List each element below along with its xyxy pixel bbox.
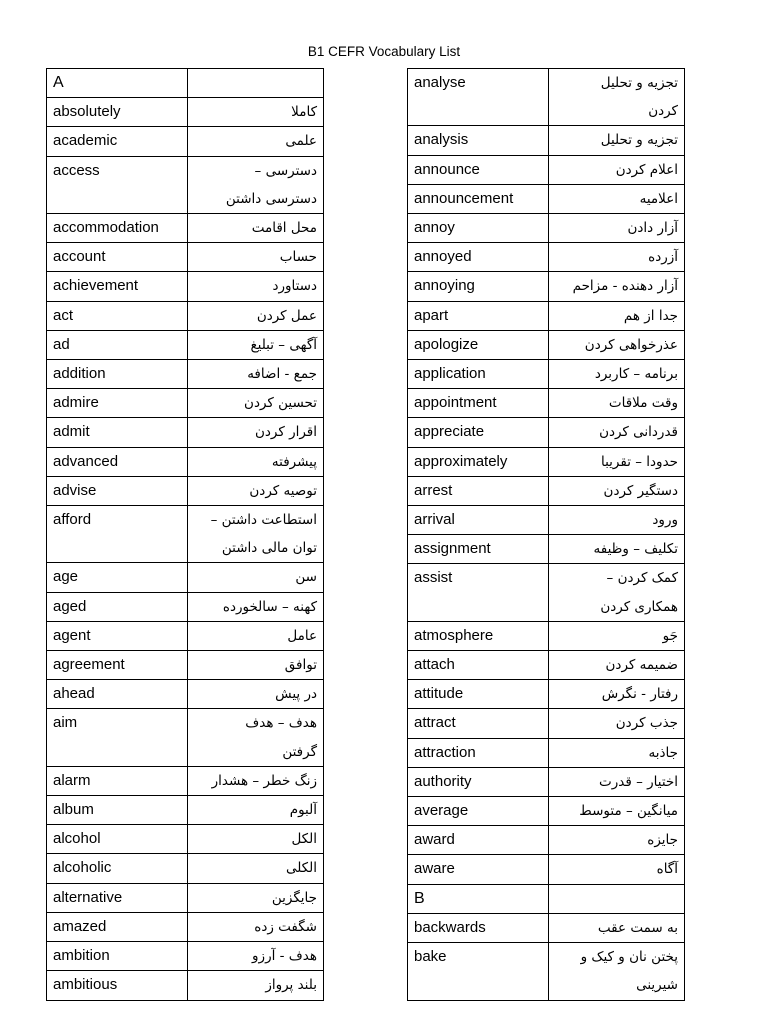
vocabulary-row [47, 418, 324, 447]
english-word: apologize [408, 330, 549, 359]
persian-translation [549, 709, 685, 738]
english-word: amazed [47, 912, 188, 941]
vocabulary-row [408, 214, 685, 243]
english-word: alcoholic [47, 854, 188, 883]
vocabulary-row [47, 214, 324, 243]
persian-translation [549, 155, 685, 184]
persian-translation [549, 797, 685, 826]
translation-line: شگفت زده [254, 918, 317, 935]
translation-line: اعلام کردن [615, 161, 678, 178]
english-word: analysis [408, 126, 549, 155]
translation-line: کمک کردن – [606, 570, 678, 587]
persian-translation [549, 506, 685, 535]
translation-line: پختن نان و کیک و [580, 949, 678, 966]
persian-translation [549, 243, 685, 272]
translation-line: حساب [279, 249, 317, 266]
english-word: act [47, 301, 188, 330]
vocabulary-row [47, 854, 324, 883]
english-word: analyse [408, 69, 549, 126]
persian-translation [549, 184, 685, 213]
persian-translation [188, 243, 324, 272]
vocabulary-row [408, 360, 685, 389]
persian-translation [188, 127, 324, 156]
translation-line: دستاورد [272, 278, 317, 295]
english-word: appointment [408, 389, 549, 418]
vocabulary-row [408, 913, 685, 942]
persian-translation [188, 766, 324, 795]
persian-translation [188, 272, 324, 301]
english-word: access [47, 156, 188, 213]
translation-line: آگهی – تبلیغ [250, 336, 317, 353]
english-word: attach [408, 651, 549, 680]
translation-line: وقت ملاقات [608, 395, 678, 412]
translation-line: جمع - اضافه [247, 366, 317, 383]
english-word: authority [408, 767, 549, 796]
vocabulary-row [47, 796, 324, 825]
persian-translation [549, 126, 685, 155]
section-letter: B [408, 884, 549, 913]
persian-translation [549, 767, 685, 796]
vocabulary-row [47, 156, 324, 213]
persian-translation [549, 535, 685, 564]
english-word: annoy [408, 214, 549, 243]
english-word: account [47, 243, 188, 272]
translation-line: کردن [648, 103, 678, 120]
vocabulary-row [408, 506, 685, 535]
translation-line: برنامه – کاربرد [594, 366, 678, 383]
persian-translation [549, 69, 685, 126]
translation-line: تحسین کردن [244, 395, 317, 412]
translation-line: زنگ خطر – هشدار [211, 772, 317, 789]
translation-line: جدا از هم [623, 307, 678, 324]
english-word: application [408, 360, 549, 389]
persian-translation [188, 825, 324, 854]
persian-translation [549, 360, 685, 389]
translation-line: عذرخواهی کردن [584, 336, 678, 353]
vocabulary-row [408, 738, 685, 767]
english-word: ad [47, 330, 188, 359]
persian-translation [188, 651, 324, 680]
translation-line: دسترسی – [254, 162, 317, 179]
persian-translation [188, 912, 324, 941]
vocabulary-table-right [407, 68, 685, 1001]
vocabulary-row [408, 826, 685, 855]
english-word: appreciate [408, 418, 549, 447]
translation-line: اقرار کردن [254, 424, 317, 441]
vocabulary-row [47, 506, 324, 563]
translation-line: علمی [285, 133, 317, 150]
english-word: attraction [408, 738, 549, 767]
vocabulary-row [47, 476, 324, 505]
english-word: alcohol [47, 825, 188, 854]
persian-translation [188, 796, 324, 825]
vocabulary-row [408, 709, 685, 738]
english-word: absolutely [47, 98, 188, 127]
translation-line: جایگزین [271, 889, 317, 906]
translation-line: در پیش [275, 686, 317, 703]
persian-translation [188, 330, 324, 359]
persian-translation [549, 621, 685, 650]
vocabulary-row [47, 883, 324, 912]
persian-translation [188, 680, 324, 709]
persian-translation [549, 564, 685, 621]
translation-line: حدودا – تقریبا [600, 453, 678, 470]
translation-line: محل اقامت [251, 220, 317, 237]
english-word: annoying [408, 272, 549, 301]
persian-translation [188, 854, 324, 883]
english-word: assignment [408, 535, 549, 564]
section-header-row [408, 884, 685, 913]
vocabulary-row [47, 127, 324, 156]
persian-translation [188, 156, 324, 213]
translation-line: آلبوم [289, 802, 317, 819]
vocabulary-row [47, 825, 324, 854]
translation-line: همکاری کردن [600, 598, 678, 615]
vocabulary-row [408, 476, 685, 505]
translation-line: گرفتن [282, 743, 317, 760]
persian-translation [188, 389, 324, 418]
vocabulary-row [47, 272, 324, 301]
english-word: award [408, 826, 549, 855]
translation-line: تجزیه و تحلیل [600, 75, 678, 91]
vocabulary-row [408, 651, 685, 680]
persian-translation [549, 826, 685, 855]
vocabulary-row [47, 971, 324, 1000]
english-word: agent [47, 621, 188, 650]
translation-line: هدف – هدف [245, 715, 317, 732]
vocabulary-row [408, 943, 685, 1000]
vocabulary-row [408, 855, 685, 884]
translation-line: توصیه کردن [249, 482, 317, 499]
persian-translation [549, 418, 685, 447]
persian-translation [549, 680, 685, 709]
translation-line: کهنه – سالخورده [222, 598, 317, 615]
english-word: ahead [47, 680, 188, 709]
translation-line: پیشرفته [271, 453, 317, 470]
persian-translation [549, 272, 685, 301]
translation-line: رفتار - نگرش [601, 686, 678, 703]
english-word: ambition [47, 942, 188, 971]
english-word: advanced [47, 447, 188, 476]
persian-translation [549, 330, 685, 359]
vocabulary-row [47, 301, 324, 330]
translation-line: توافق [284, 657, 317, 674]
persian-translation [188, 563, 324, 592]
persian-translation [188, 98, 324, 127]
vocabulary-row [47, 621, 324, 650]
translation-line: بلند پرواز [265, 977, 317, 994]
persian-translation [188, 506, 324, 563]
vocabulary-row [47, 766, 324, 795]
vocabulary-row [408, 155, 685, 184]
translation-line: عامل [287, 627, 317, 644]
english-word: agreement [47, 651, 188, 680]
persian-translation [549, 214, 685, 243]
translation-line: جذب کردن [615, 715, 678, 732]
persian-translation [549, 651, 685, 680]
vocabulary-row [47, 709, 324, 766]
vocabulary-row [408, 797, 685, 826]
english-word: backwards [408, 913, 549, 942]
translation-line: آزرده [648, 249, 678, 266]
english-word: announce [408, 155, 549, 184]
persian-translation [549, 389, 685, 418]
vocabulary-row [47, 389, 324, 418]
english-word: accommodation [47, 214, 188, 243]
persian-translation [188, 69, 324, 98]
vocabulary-row [47, 243, 324, 272]
translation-line: جَو [662, 627, 678, 644]
persian-translation [549, 476, 685, 505]
english-word: academic [47, 127, 188, 156]
vocabulary-row [408, 418, 685, 447]
translation-line: شیرینی [636, 977, 678, 994]
translation-line: الکل [291, 831, 317, 848]
english-word: album [47, 796, 188, 825]
translation-line: آزار دهنده - مزاحم [572, 278, 678, 295]
persian-translation [549, 301, 685, 330]
translation-line: قدردانی کردن [599, 424, 678, 441]
vocabulary-row [47, 651, 324, 680]
translation-line: ورود [652, 512, 678, 529]
persian-translation [188, 942, 324, 971]
vocabulary-row [47, 330, 324, 359]
persian-translation [549, 855, 685, 884]
translation-line: دسترسی داشتن [225, 190, 317, 207]
english-word: alarm [47, 766, 188, 795]
english-word: bake [408, 943, 549, 1000]
vocabulary-row [47, 592, 324, 621]
vocabulary-row [408, 69, 685, 126]
translation-line: تکلیف – وظیفه [593, 541, 678, 558]
page-title: B1 CEFR Vocabulary List [307, 44, 461, 59]
translation-line: جایزه [647, 832, 678, 849]
english-word: admire [47, 389, 188, 418]
vocabulary-row [408, 564, 685, 621]
persian-translation [188, 971, 324, 1000]
section-header-row [47, 69, 324, 98]
vocabulary-row [47, 98, 324, 127]
vocabulary-row [408, 680, 685, 709]
translation-line: کاملا [291, 104, 317, 121]
persian-translation [188, 592, 324, 621]
translation-line: آزار دادن [627, 220, 678, 237]
translation-line: اختیار – قدرت [599, 773, 678, 790]
english-word: approximately [408, 447, 549, 476]
translation-line: جاذبه [648, 744, 678, 761]
vocabulary-row [408, 767, 685, 796]
vocabulary-row [47, 447, 324, 476]
persian-translation [549, 738, 685, 767]
english-word: aware [408, 855, 549, 884]
english-word: attitude [408, 680, 549, 709]
persian-translation [549, 447, 685, 476]
english-word: alternative [47, 883, 188, 912]
english-word: achievement [47, 272, 188, 301]
persian-translation [188, 301, 324, 330]
section-letter: A [47, 69, 188, 98]
persian-translation [549, 943, 685, 1000]
vocabulary-row [408, 389, 685, 418]
english-word: aged [47, 592, 188, 621]
translation-line: به سمت عقب [597, 919, 678, 936]
vocabulary-row [47, 360, 324, 389]
persian-translation [188, 476, 324, 505]
persian-translation [188, 418, 324, 447]
persian-translation [188, 447, 324, 476]
english-word: arrival [408, 506, 549, 535]
vocabulary-row [47, 680, 324, 709]
persian-translation [188, 621, 324, 650]
english-word: admit [47, 418, 188, 447]
vocabulary-row [408, 621, 685, 650]
persian-translation [188, 214, 324, 243]
english-word: announcement [408, 184, 549, 213]
translation-line: توان مالی داشتن [221, 540, 317, 557]
persian-translation [549, 884, 685, 913]
persian-translation [188, 883, 324, 912]
translation-line: استطاعت داشتن – [210, 512, 317, 529]
english-word: ambitious [47, 971, 188, 1000]
vocabulary-row [47, 942, 324, 971]
translation-line: آگاه [656, 861, 678, 878]
english-word: aim [47, 709, 188, 766]
english-word: average [408, 797, 549, 826]
persian-translation [188, 360, 324, 389]
translation-line: تجزیه و تحلیل [600, 132, 678, 149]
translation-line: ضمیمه کردن [605, 657, 678, 674]
vocabulary-row [408, 535, 685, 564]
vocabulary-row [408, 126, 685, 155]
translation-line: دستگیر کردن [603, 482, 678, 499]
english-word: annoyed [408, 243, 549, 272]
english-word: apart [408, 301, 549, 330]
translation-line: عمل کردن [256, 307, 317, 324]
vocabulary-row [408, 330, 685, 359]
vocabulary-row [47, 563, 324, 592]
vocabulary-table-left [46, 68, 324, 1001]
english-word: arrest [408, 476, 549, 505]
english-word: age [47, 563, 188, 592]
vocabulary-row [408, 243, 685, 272]
persian-translation [188, 709, 324, 766]
persian-translation [549, 913, 685, 942]
vocabulary-row [408, 272, 685, 301]
vocabulary-row [408, 184, 685, 213]
translation-line: الکلی [285, 860, 317, 877]
vocabulary-row [408, 447, 685, 476]
english-word: attract [408, 709, 549, 738]
translation-line: هدف - آرزو [252, 948, 317, 965]
translation-line: میانگین – متوسط [579, 803, 678, 820]
translation-line: اعلامیه [639, 190, 678, 207]
english-word: atmosphere [408, 621, 549, 650]
vocabulary-row [47, 912, 324, 941]
english-word: addition [47, 360, 188, 389]
english-word: advise [47, 476, 188, 505]
vocabulary-row [408, 301, 685, 330]
english-word: assist [408, 564, 549, 621]
english-word: afford [47, 506, 188, 563]
translation-line: سن [295, 569, 317, 586]
